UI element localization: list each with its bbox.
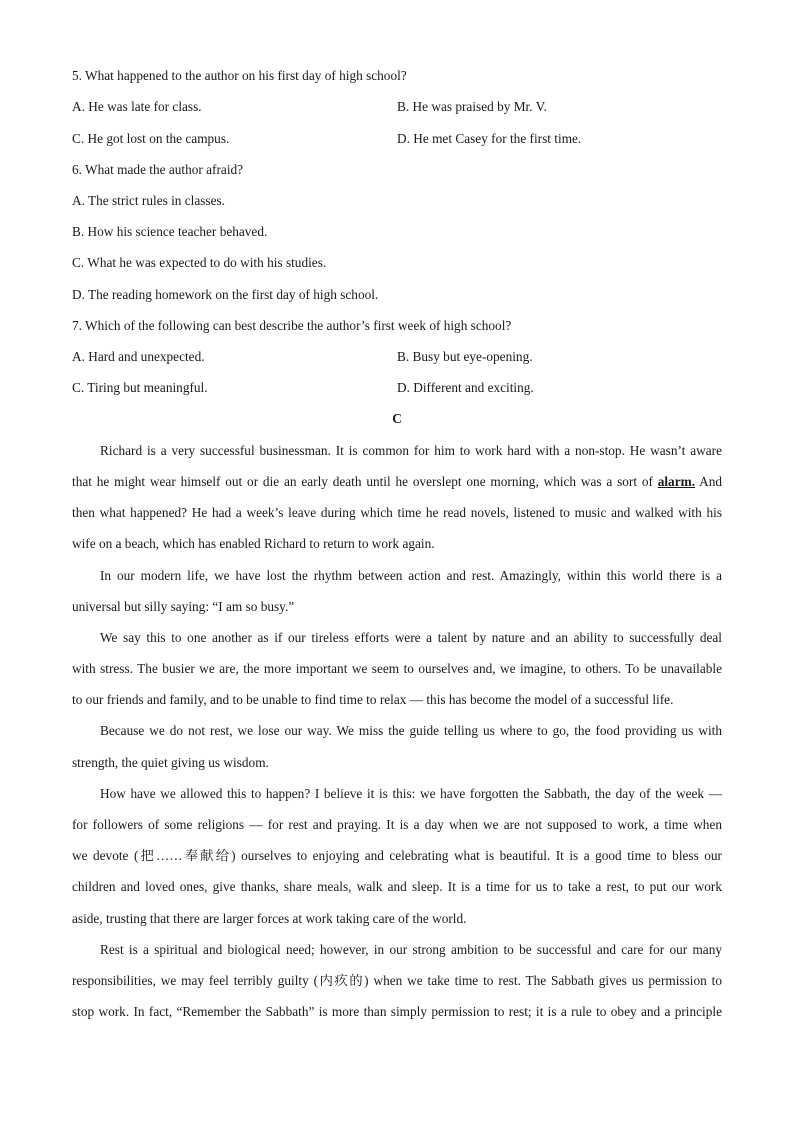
question-5-option-b: B. He was praised by Mr. V.: [397, 99, 547, 114]
paragraph-1-line-1: Richard is a very successful businessman. It is common for him to work hard with a non-stop. He wasn’t aware: [100, 443, 722, 458]
question-5-option-a: A. He was late for class.: [72, 99, 202, 114]
question-7-option-c: C. Tiring but meaningful.: [72, 380, 208, 395]
paragraph-2-line-2: universal but silly saying: “I am so busy.”: [72, 599, 295, 614]
question-5-stem: 5. What happened to the author on his first day of high school?: [72, 68, 407, 83]
paragraph-5-line-3: we devote (把……奉献给) ourselves to enjoying and celebrating what is beautiful. It is a good time to bless our: [72, 848, 722, 863]
question-7-option-d: D. Different and exciting.: [397, 380, 534, 395]
question-6-option-a: A. The strict rules in classes.: [72, 193, 226, 208]
paragraph-1-line-2: [72, 474, 722, 490]
paragraph-3-line-2: with stress. The busier we are, the more important we seem to ourselves and, we imagine, to others. To be unavailable: [72, 661, 722, 676]
question-6-option-b: B. How his science teacher behaved.: [72, 224, 268, 239]
paragraph-1-line-3: then what happened? He had a week’s leave during which time he read novels, listened to music and walked with his: [72, 505, 722, 520]
paragraph-6-line-2: responsibilities, we may feel terribly guilty (内疚的) when we take time to rest. The Sabbath gives us permission to: [72, 973, 722, 988]
paragraph-3-line-1: We say this to one another as if our tireless efforts were a talent by nature and an ability to successfully deal: [100, 630, 722, 645]
paragraph-6-line-3: stop work. In fact, “Remember the Sabbath” is more than simply permission to rest; it is a rule to obey and a principle: [72, 1004, 722, 1019]
paragraph-1-line-2-text: that he might wear himself out or die an early death until he overslept one morning, which was a sort of: [72, 474, 658, 489]
paragraph-5-line-4: children and loved ones, give thanks, share meals, walk and sleep. It is a time for us to take a rest, to put our work: [72, 879, 722, 894]
question-6-option-c: C. What he was expected to do with his studies.: [72, 255, 327, 270]
paragraph-1-line-4: wife on a beach, which has enabled Richard to return to work again.: [72, 536, 435, 551]
paragraph-5-line-2: for followers of some religions — for rest and praying. It is a day when we are not supposed to work, a time when: [72, 817, 722, 832]
paragraph-5-line-1: How have we allowed this to happen? I believe it is this: we have forgotten the Sabbath, the day of the week —: [100, 786, 722, 801]
underlined-word-alarm: alarm.: [657, 474, 696, 489]
paragraph-2-line-1: In our modern life, we have lost the rhythm between action and rest. Amazingly, within this world there is a: [100, 568, 722, 583]
paragraph-4-line-2: strength, the quiet giving us wisdom.: [72, 755, 269, 770]
paragraph-6-line-1: Rest is a spiritual and biological need; however, in our strong ambition to be successful and care for our many: [100, 942, 722, 957]
paragraph-1-line-2-end: And: [695, 474, 722, 489]
question-5-option-c: C. He got lost on the campus.: [72, 131, 230, 146]
question-7-option-b: B. Busy but eye-opening.: [397, 349, 533, 364]
paragraph-3-line-3: to our friends and family, and to be unable to find time to relax — this has become the model of a successful life.: [72, 692, 674, 707]
question-6-option-d: D. The reading homework on the first day of high school.: [72, 287, 379, 302]
question-7-stem: 7. Which of the following can best describe the author’s first week of high school?: [72, 318, 512, 333]
question-6-stem: 6. What made the author afraid?: [72, 162, 244, 177]
paragraph-5-line-5: aside, trusting that there are larger forces at work taking care of the world.: [72, 911, 467, 926]
paragraph-4-line-1: Because we do not rest, we lose our way. We miss the guide telling us where to go, the food providing us with: [100, 723, 722, 738]
question-7-option-a: A. Hard and unexpected.: [72, 349, 205, 364]
section-title: C: [392, 411, 402, 426]
question-5-option-d: D. He met Casey for the first time.: [397, 131, 582, 146]
